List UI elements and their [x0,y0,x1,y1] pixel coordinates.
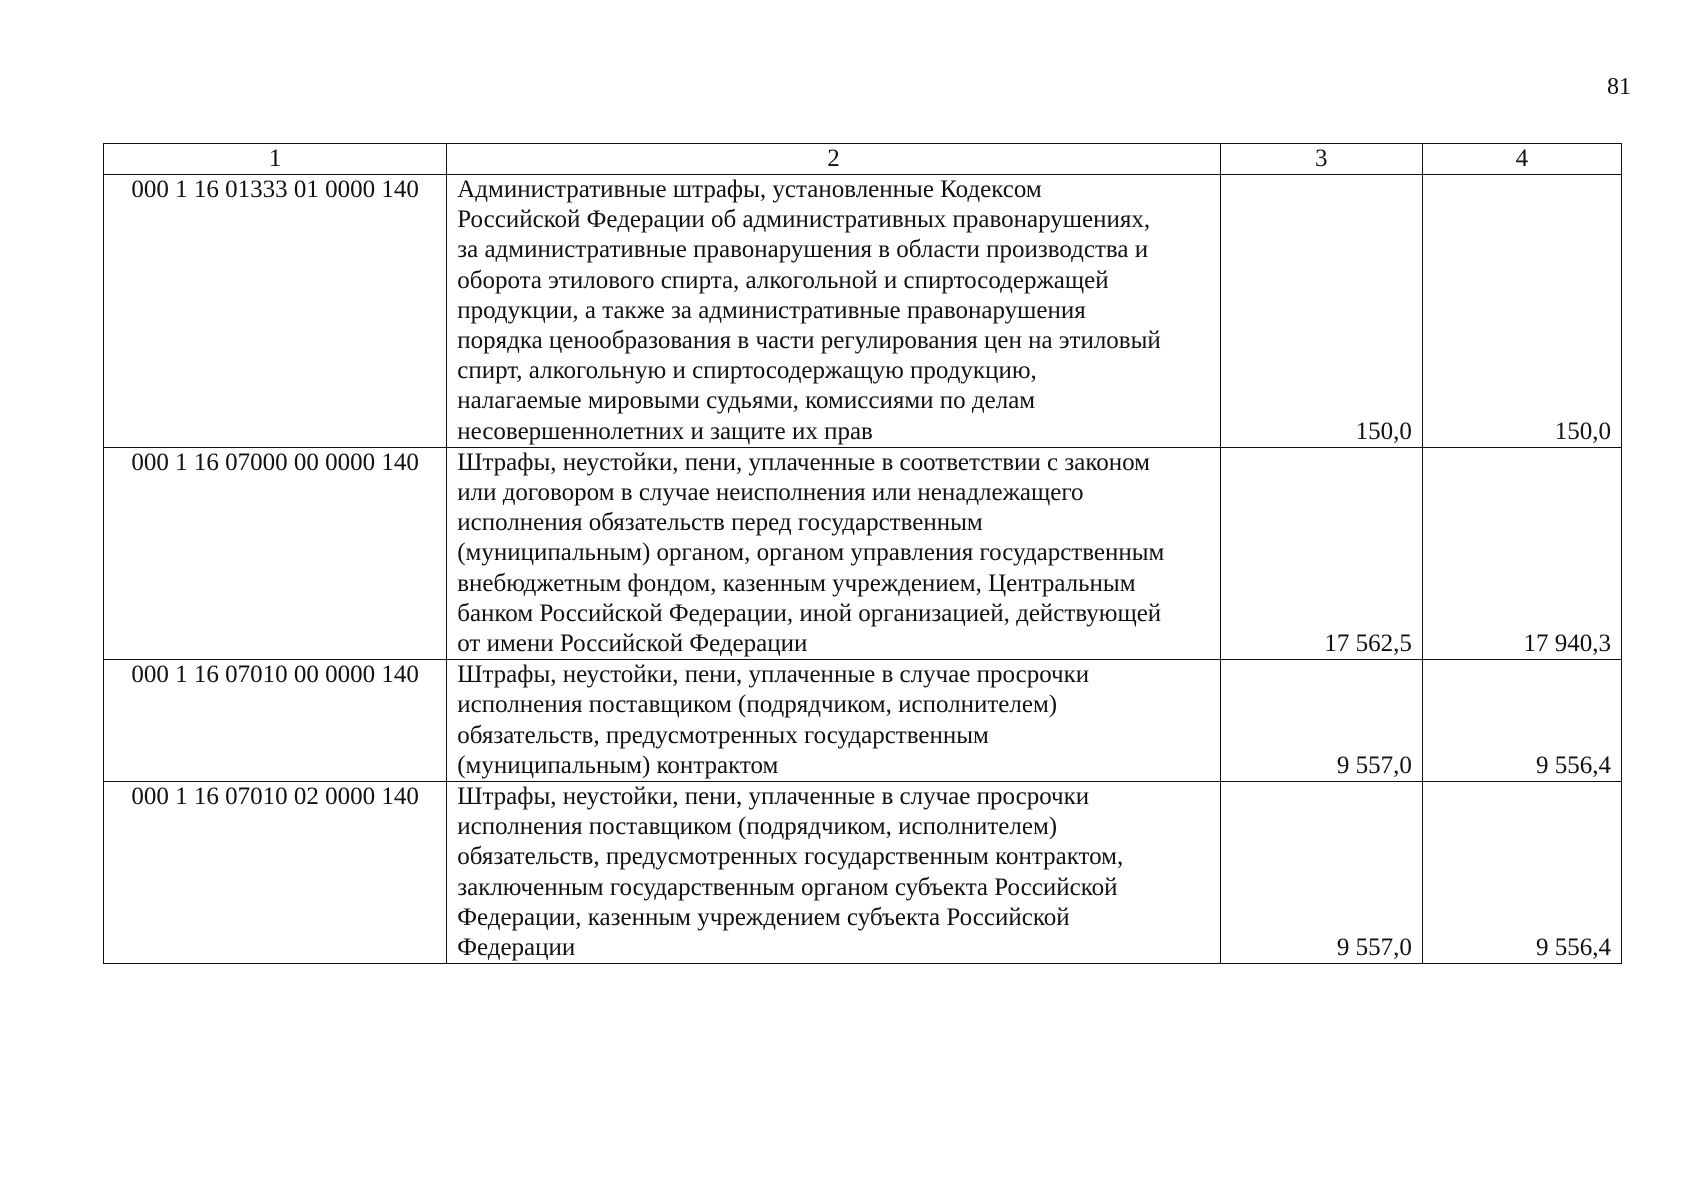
row-description: Административные штрафы, установленные Кодексом Российской Федерации об административных правонарушениях, за административные правонарушения в области производства и оборота этилового спирта, алкогольной и спиртосодержащей продукции, а также за административные правонарушения порядка ценообразования в части регулирования цен на этиловый спирт, алкогольную и спиртосодержащую продукцию, налагаемые мировыми судьями, комиссиями по делам несовершеннолетних и защите их прав [447,175,1221,448]
budget-table [103,143,1622,964]
row-description: Штрафы, неустойки, пени, уплаченные в случае просрочки исполнения поставщиком (подрядчиком, исполнителем) обязательств, предусмотренных государственным контрактом, заключенным государственным органом субъекта Российской Федерации, казенным учреждением субъекта Российской Федерации [447,782,1221,964]
header-col-3: 3 [1220,144,1422,175]
table-row [104,660,1622,782]
budget-code: 000 1 16 07010 02 0000 140 [104,782,447,964]
value-col-3: 150,0 [1220,175,1422,448]
table-row [104,782,1622,964]
value-col-3: 9 557,0 [1220,782,1422,964]
budget-code: 000 1 16 07010 00 0000 140 [104,660,447,782]
value-col-4: 9 556,4 [1422,782,1621,964]
budget-code: 000 1 16 07000 00 0000 140 [104,447,447,659]
header-col-4: 4 [1422,144,1621,175]
table-row [104,175,1622,448]
table-row [104,447,1622,659]
row-description: Штрафы, неустойки, пени, уплаченные в соответствии с законом или договором в случае неисполнения или ненадлежащего исполнения обязательств перед государственным (муниципальным) органом, органом управления государственным внебюджетным фондом, казенным учреждением, Центральным банком Российской Федерации, иной организацией, действующей от имени Российской Федерации [447,447,1221,659]
value-col-4: 9 556,4 [1422,660,1621,782]
page-number: 81 [1607,74,1631,100]
budget-code: 000 1 16 01333 01 0000 140 [104,175,447,448]
value-col-4: 17 940,3 [1422,447,1621,659]
header-col-2: 2 [447,144,1221,175]
row-description: Штрафы, неустойки, пени, уплаченные в случае просрочки исполнения поставщиком (подрядчиком, исполнителем) обязательств, предусмотренных государственным (муниципальным) контрактом [447,660,1221,782]
header-col-1: 1 [104,144,447,175]
value-col-3: 17 562,5 [1220,447,1422,659]
value-col-4: 150,0 [1422,175,1621,448]
value-col-3: 9 557,0 [1220,660,1422,782]
table-header-row [104,144,1622,175]
